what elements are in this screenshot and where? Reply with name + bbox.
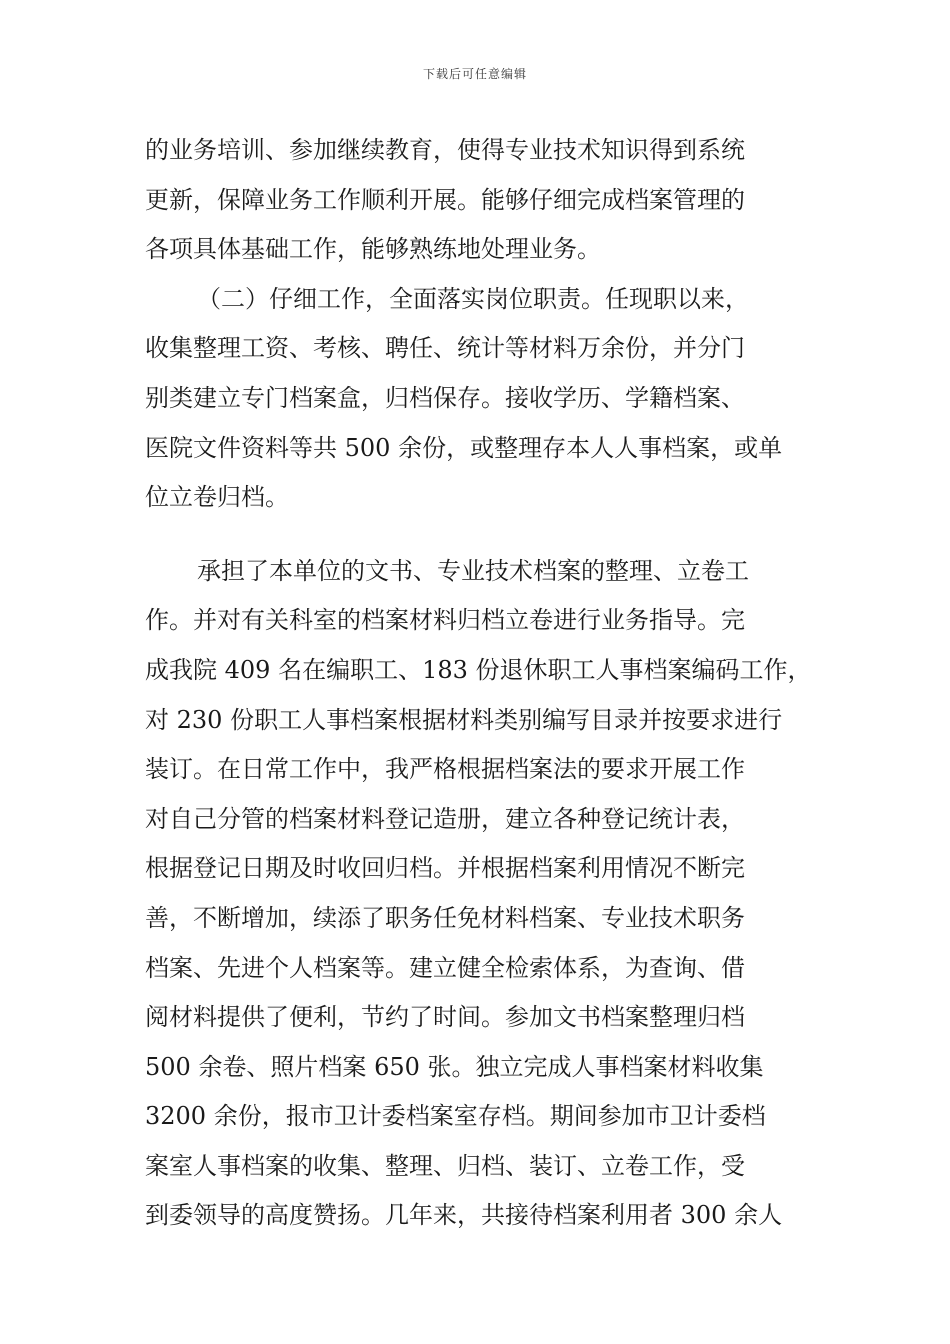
text-line: 装订。在日常工作中，我严格根据档案法的要求开展工作: [145, 755, 745, 784]
text-line: 案室人事档案的收集、整理、归档、装订、立卷工作，受: [145, 1151, 745, 1180]
paragraph-1: [145, 126, 825, 275]
text-line: 根据登记日期及时收回归档。并根据档案利用情况不断完: [145, 854, 745, 883]
text-line: 各项具体基础工作，能够熟练地处理业务。: [145, 235, 601, 264]
text-line: 成我院 409 名在编职工、183 份退休职工人事档案编码工作，: [145, 655, 812, 684]
text-line: 对 230 份职工人事档案根据材料类别编写目录并按要求进行: [145, 705, 783, 734]
page-header: 下载后可任意编辑: [422, 67, 527, 81]
text-line: 3200 余份，报市卫计委档案室存档。期间参加市卫计委档: [145, 1102, 766, 1131]
text-line: （二）仔细工作，全面落实岗位职责。任现职以来，: [197, 284, 749, 313]
text-line: 别类建立专门档案盒，归档保存。接收学历、学籍档案、: [145, 383, 745, 412]
text-line: 医院文件资料等共 500 余份，或整理存本人人事档案，或单: [145, 433, 783, 462]
text-line: 更新，保障业务工作顺利开展。能够仔细完成档案管理的: [145, 185, 745, 214]
text-line: 阅材料提供了便利，节约了时间。参加文书档案整理归档: [145, 1003, 745, 1032]
text-line: 的业务培训、参加继续教育，使得专业技术知识得到系统: [145, 136, 745, 164]
text-line: 承担了本单位的文书、专业技术档案的整理、立卷工: [197, 556, 749, 585]
paragraph-2: [145, 275, 825, 523]
text-line: 收集整理工资、考核、聘任、统计等材料万余份，并分门: [145, 334, 745, 363]
text-line: 作。并对有关科室的档案材料归档立卷进行业务指导。完: [145, 606, 745, 635]
text-line: 位立卷归档。: [145, 483, 289, 512]
text-line: 到委领导的高度赞扬。几年来，共接待档案利用者 300 余人: [145, 1201, 783, 1230]
text-line: 500 余卷、照片档案 650 张。独立完成人事档案材料收集: [145, 1052, 764, 1081]
text-line: 善，不断增加，续添了职务任免材料档案、专业技术职务: [145, 903, 745, 932]
text-line: 对自己分管的档案材料登记造册，建立各种登记统计表，: [145, 804, 745, 833]
document-body: [145, 126, 825, 1241]
text-line: 档案、先进个人档案等。建立健全检索体系，为查询、借: [145, 953, 745, 982]
paragraph-3: [145, 547, 825, 1241]
